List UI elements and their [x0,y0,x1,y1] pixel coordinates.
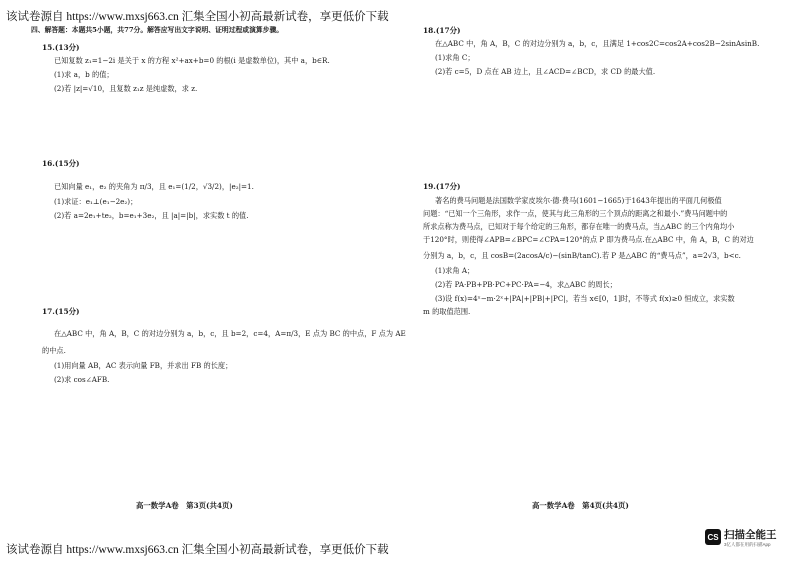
question-19-line: 于120°时，则使得∠APB=∠BPC=∠CPA=120°的点 P 即为费马点.在△ABC 中，角 A，B，C 的对边 [423,235,754,244]
question-16-line: (2)若 a=2e₁+te₂，b=e₁+3e₂，且 |a|=|b|，求实数 t 的值. [54,211,249,220]
section-header-text: 四、解答题：本题共5小题，共77分。解答应写出文字说明、证明过程或演算步骤。 [31,26,284,34]
question-19-line: m 的取值范围. [423,307,471,316]
question-16-number: 16.(15分) [42,159,80,168]
question-15 [42,42,392,94]
scanner-name: 扫描全能王 [724,529,777,541]
question-19-line: 分别为 a，b，c，且 cosB=(2acosA/c)−(sinB/tanC).若 P 是△ABC 的“费马点”，a=2√3，b<c. [423,251,741,260]
question-17 [42,306,406,385]
question-18-line: (1)求角 C； [435,53,475,62]
source-banner-bottom: 该试卷源自 https://www.mxsj663.cn 汇集全国小初高最新试卷，享更低价下载 [6,544,389,556]
question-19-line: (2)若 PA·PB+PB·PC+PC·PA=−4，求△ABC 的周长； [435,280,617,289]
page-3-footer: 高一数学A卷 第3页(共4页) [136,501,233,510]
question-19-number: 19.(17分) [423,182,461,191]
section-header [31,25,391,36]
scanner-text [724,529,777,548]
question-17-line: (2)求 cos∠AFB. [54,375,110,384]
source-banner-top: 该试卷源自 https://www.mxsj663.cn 汇集全国小初高最新试卷，享更低价下载 [6,11,389,23]
question-15-line: 已知复数 z₁=1−2i 是关于 x 的方程 x²+ax+b=0 的根(i 是虚数单位)，其中 a，b∈R. [54,56,330,65]
scanner-subtitle: 3亿人都在用的扫描App [724,542,771,547]
question-19-line: 著名的费马问题是法国数学家皮埃尔·德·费马(1601−1665)于1643年提出的平面几何极值 [435,196,722,205]
question-19-line: (3)设 f(x)=4ˣ−m·2ˣ+|PA|+|PB|+|PC|，若当 x∈[0，1]时，不等式 f(x)≥0 恒成立，求实数 [435,294,735,303]
question-17-line: 的中点. [42,346,66,355]
page-4 [397,0,794,561]
question-18-line: (2)若 c=5，D 点在 AB 边上，且∠ACD=∠BCD，求 CD 的最大值. [435,67,656,76]
question-17-line: 在△ABC 中，角 A，B，C 的对边分别为 a，b，c，且 b=2，c=4，A=π/3，E 点为 BC 的中点，F 点为 AE [54,329,406,338]
cs-logo-icon: CS [705,529,721,545]
question-17-number: 17.(15分) [42,307,80,316]
question-15-line: (1)求 a，b 的值； [54,70,114,79]
question-18 [423,25,783,77]
question-15-number: 15.(13分) [42,43,80,52]
scanner-logo [705,529,790,553]
page-4-footer: 高一数学A卷 第4页(共4页) [532,501,629,510]
question-16 [42,158,392,221]
question-19-line: 所求点称为费马点，已知对于每个给定的三角形，都存在唯一的费马点，当△ABC 的三个内角均小 [423,222,735,231]
question-18-line: 在△ABC 中，角 A，B，C 的对边分别为 a，b，c，且满足 1+cos2C=cos2A+cos2B−2sinAsinB. [435,39,760,48]
question-15-line: (2)若 |z|=√10，且复数 z₁z 是纯虚数，求 z. [54,84,198,93]
question-18-number: 18.(17分) [423,26,461,35]
question-19-line: 问题：“已知一个三角形，求作一点，使其与此三角形的三个顶点的距离之和最小.”费马问题中的 [423,209,728,218]
question-16-line: (1)求证：e₁⊥(e₁−2e₂)； [54,197,138,206]
question-19-line: (1)求角 A； [435,266,475,275]
question-19 [423,181,785,317]
question-16-line: 已知向量 e₁，e₂ 的夹角为 π/3，且 e₁=(1/2，√3/2)，|e₂|=1. [54,182,254,191]
question-17-line: (1)用向量 AB，AC 表示向量 FB，并求出 FB 的长度； [54,361,233,370]
